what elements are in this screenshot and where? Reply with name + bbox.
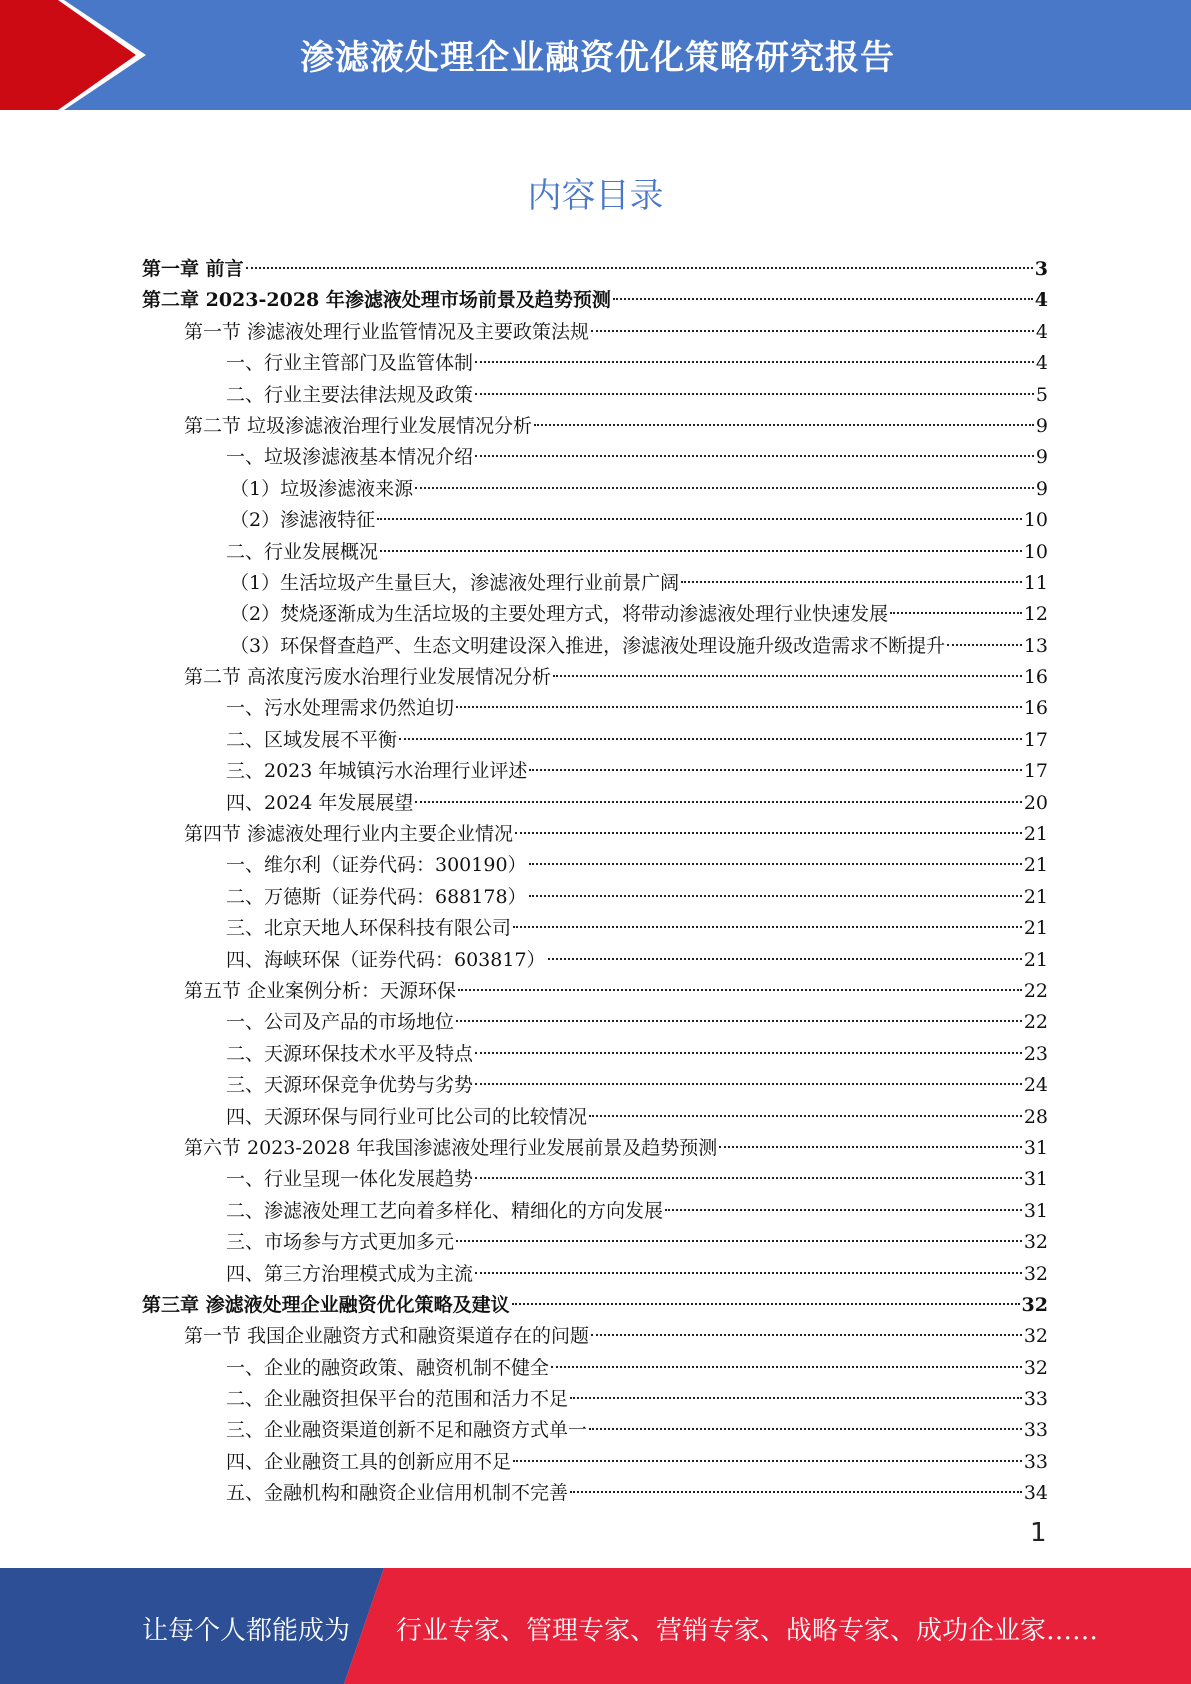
toc-dot-leader [512, 1303, 1020, 1305]
toc-entry[interactable] [142, 442, 1048, 473]
page-number: 1 [1030, 1518, 1047, 1548]
toc-entry-title: 一、公司及产品的市场地位 [226, 1011, 455, 1034]
toc-entry[interactable] [142, 505, 1048, 536]
toc-dot-leader [380, 550, 1022, 552]
toc-dot-leader [570, 1397, 1022, 1399]
toc-entry-page: 31 [1023, 1199, 1048, 1222]
toc-entry-title: 三、2023 年城镇污水治理行业评述 [226, 760, 528, 783]
toc-entry[interactable] [142, 1478, 1048, 1509]
toc-entry-title: （1）生活垃圾产生量巨大，渗滤液处理行业前景广阔 [230, 571, 680, 594]
toc-entry[interactable] [142, 1196, 1048, 1227]
toc-entry[interactable] [142, 537, 1048, 568]
toc-entry[interactable] [142, 1133, 1048, 1164]
toc-dot-leader [475, 455, 1034, 457]
toc-entry-page: 16 [1023, 697, 1048, 720]
toc-dot-leader [475, 1083, 1022, 1085]
toc-entry[interactable] [142, 317, 1048, 348]
toc-entry-page: 22 [1023, 1011, 1048, 1034]
toc-dot-leader [589, 1115, 1022, 1117]
toc-entry-page: 23 [1023, 1042, 1048, 1065]
toc-dot-leader [534, 424, 1034, 426]
toc-heading: 内容目录 [527, 176, 664, 216]
toc-entry-title: 第一节 渗滤液处理行业监管情况及主要政策法规 [184, 320, 590, 343]
toc-dot-leader [513, 1460, 1022, 1462]
toc-entry-title: （2）焚烧逐渐成为生活垃圾的主要处理方式，将带动渗滤液处理行业快速发展 [230, 603, 889, 626]
toc-entry[interactable] [142, 1384, 1048, 1415]
toc-dot-leader [551, 1366, 1022, 1368]
toc-dot-leader [399, 738, 1022, 740]
toc-entry-title: 二、行业主要法律法规及政策 [226, 383, 474, 406]
toc-entry-page: 21 [1023, 854, 1048, 877]
toc-entry[interactable] [142, 1164, 1048, 1195]
toc-entry-page: 10 [1023, 509, 1048, 532]
toc-entry-page: 32 [1021, 1293, 1048, 1316]
toc-entry-title: 第二章 2023-2028 年渗滤液处理市场前景及趋势预测 [142, 289, 611, 312]
toc-entry[interactable] [142, 1447, 1048, 1478]
toc-entry[interactable] [142, 474, 1048, 505]
toc-entry-title: 第二节 高浓度污废水治理行业发展情况分析 [184, 666, 552, 689]
toc-entry-title: 第二节 垃圾渗滤液治理行业发展情况分析 [184, 414, 533, 437]
toc-entry[interactable] [142, 254, 1048, 285]
toc-entry-title: 第五节 企业案例分析：天源环保 [184, 979, 457, 1002]
toc-entry[interactable] [142, 631, 1048, 662]
toc-entry[interactable] [142, 599, 1048, 630]
toc-entry-page: 9 [1035, 477, 1048, 500]
toc-dot-leader [475, 361, 1034, 363]
toc-entry-page: 20 [1023, 791, 1048, 814]
toc-dot-leader [591, 330, 1034, 332]
toc-dot-leader [415, 487, 1034, 489]
toc-dot-leader [246, 267, 1033, 269]
toc-dot-leader [456, 1020, 1022, 1022]
toc-entry-title: 二、渗滤液处理工艺向着多样化、精细化的方向发展 [226, 1199, 664, 1222]
toc-entry-page: 31 [1023, 1168, 1048, 1191]
toc-entry[interactable] [142, 913, 1048, 944]
toc-entry[interactable] [142, 945, 1048, 976]
arrow-icon [0, 0, 150, 110]
toc-entry[interactable] [142, 976, 1048, 1007]
toc-dot-leader [890, 612, 1022, 614]
toc-entry[interactable] [142, 662, 1048, 693]
toc-entry-page: 17 [1023, 760, 1048, 783]
toc-dot-leader [553, 675, 1022, 677]
toc-entry-page: 33 [1023, 1419, 1048, 1442]
toc-entry-page: 32 [1023, 1325, 1048, 1348]
toc-entry[interactable] [142, 1007, 1048, 1038]
toc-entry[interactable] [142, 1290, 1048, 1321]
toc-entry-title: 五、金融机构和融资企业信用机制不完善 [226, 1482, 569, 1505]
toc-entry[interactable] [142, 850, 1048, 881]
toc-dot-leader [458, 989, 1022, 991]
toc-entry[interactable] [142, 756, 1048, 787]
toc-dot-leader [377, 518, 1022, 520]
toc-entry-page: 4 [1035, 320, 1048, 343]
toc-entry-title: 四、2024 年发展展望 [226, 791, 414, 814]
toc-entry-title: （1）垃圾渗滤液来源 [230, 477, 414, 500]
toc-entry-page: 16 [1023, 666, 1048, 689]
toc-dot-leader [570, 1491, 1022, 1493]
toc-dot-leader [947, 644, 1022, 646]
toc-entry-page: 31 [1023, 1136, 1048, 1159]
footer-slogan-right: 行业专家、管理专家、营销专家、战略专家、成功企业家…… [396, 1616, 1099, 1646]
toc-entry[interactable] [142, 1259, 1048, 1290]
toc-entry-page: 4 [1034, 289, 1048, 312]
toc-entry-page: 32 [1023, 1231, 1048, 1254]
toc-dot-leader [665, 1209, 1022, 1211]
toc-entry[interactable] [142, 411, 1048, 442]
toc-entry-page: 3 [1034, 258, 1048, 280]
toc-entry-page: 10 [1023, 540, 1048, 563]
toc-entry[interactable] [142, 882, 1048, 913]
toc-entry-page: 32 [1023, 1356, 1048, 1379]
toc-entry-page: 28 [1023, 1105, 1048, 1128]
toc-dot-leader [475, 1272, 1022, 1274]
toc-entry-page: 5 [1035, 383, 1048, 406]
toc-entry[interactable] [142, 1102, 1048, 1133]
toc-entry-title: 四、海峡环保（证券代码：603817） [226, 948, 546, 971]
toc-entry-title: （2）渗滤液特征 [230, 509, 376, 532]
toc-dot-leader [719, 1146, 1022, 1148]
toc-entry-page: 21 [1023, 823, 1048, 846]
toc-dot-leader [515, 832, 1022, 834]
toc-entry[interactable] [142, 1353, 1048, 1384]
toc-entry-title: （3）环保督查趋严、生态文明建设深入推进，渗滤液处理设施升级改造需求不断提升 [230, 634, 946, 657]
toc-dot-leader [475, 1052, 1022, 1054]
toc-entry-page: 34 [1023, 1482, 1048, 1505]
toc-entry-title: 一、污水处理需求仍然迫切 [226, 697, 455, 720]
toc-entry[interactable] [142, 1321, 1048, 1352]
toc-entry-title: 三、北京天地人环保科技有限公司 [226, 917, 512, 940]
toc-entry[interactable] [142, 725, 1048, 756]
toc-dot-leader [529, 895, 1022, 897]
toc-entry[interactable] [142, 788, 1048, 819]
toc-dot-leader [529, 863, 1022, 865]
toc-entry[interactable] [142, 1039, 1048, 1070]
toc-dot-leader [475, 1177, 1022, 1179]
toc-entry-page: 17 [1023, 728, 1048, 751]
toc-entry-page: 9 [1035, 446, 1048, 469]
toc-entry-title: 三、天源环保竞争优势与劣势 [226, 1074, 474, 1097]
toc-entry-page: 33 [1023, 1450, 1048, 1473]
toc-entry-title: 第三章 渗滤液处理企业融资优化策略及建议 [142, 1293, 510, 1316]
toc-dot-leader [591, 1334, 1022, 1336]
toc-entry-title: 一、行业主管部门及监管体制 [226, 352, 474, 375]
toc-entry-title: 第一章 前言 [142, 258, 244, 280]
toc-entry-title: 一、企业的融资政策、融资机制不健全 [226, 1356, 550, 1379]
footer-banner [0, 1568, 1191, 1684]
toc-entry-title: 一、垃圾渗滤液基本情况介绍 [226, 446, 474, 469]
toc-dot-leader [513, 926, 1022, 928]
toc-entry[interactable] [142, 819, 1048, 850]
toc-dot-leader [613, 298, 1033, 300]
toc-entry-title: 一、行业呈现一体化发展趋势 [226, 1168, 474, 1191]
toc-entry-page: 22 [1023, 979, 1048, 1002]
toc-entry[interactable] [142, 693, 1048, 724]
toc-entry-page: 33 [1023, 1388, 1048, 1411]
toc-dot-leader [548, 958, 1022, 960]
toc-entry-title: 二、万德斯（证券代码：688178） [226, 885, 527, 908]
toc-entry-title: 二、行业发展概况 [226, 540, 379, 563]
toc-dot-leader [529, 769, 1021, 771]
toc-entry-page: 21 [1023, 948, 1048, 971]
toc-dot-leader [589, 1428, 1022, 1430]
header-banner [0, 0, 1191, 110]
toc-entry-page: 12 [1023, 603, 1048, 626]
toc-entry-page: 21 [1023, 917, 1048, 940]
toc-entry-title: 四、企业融资工具的创新应用不足 [226, 1450, 512, 1473]
toc-entry-page: 32 [1023, 1262, 1048, 1285]
toc-entry-title: 二、企业融资担保平台的范围和活力不足 [226, 1388, 569, 1411]
report-title: 渗滤液处理企业融资优化策略研究报告 [300, 38, 895, 78]
toc-entry-title: 三、市场参与方式更加多元 [226, 1231, 455, 1254]
toc-dot-leader [681, 581, 1022, 583]
toc-entry-page: 11 [1023, 571, 1048, 594]
toc-entry[interactable] [142, 1227, 1048, 1258]
toc-dot-leader [475, 393, 1034, 395]
toc-dot-leader [415, 801, 1021, 803]
toc-entry-title: 四、第三方治理模式成为主流 [226, 1262, 474, 1285]
toc-entry[interactable] [142, 1415, 1048, 1446]
toc-entry-page: 24 [1023, 1074, 1048, 1097]
toc-entry[interactable] [142, 568, 1048, 599]
toc-entry-page: 21 [1023, 885, 1048, 908]
toc-entry-title: 第一节 我国企业融资方式和融资渠道存在的问题 [184, 1325, 590, 1348]
toc-entry-page: 13 [1023, 634, 1048, 657]
toc-entry-page: 9 [1035, 414, 1048, 437]
toc-entry-page: 4 [1035, 352, 1048, 375]
toc-entry-title: 一、维尔利（证券代码：300190） [226, 854, 527, 877]
toc-entry-title: 第四节 渗滤液处理行业内主要企业情况 [184, 823, 514, 846]
toc-entry[interactable] [142, 348, 1048, 379]
toc-entry-title: 第六节 2023-2028 年我国渗滤液处理行业发展前景及趋势预测 [184, 1136, 718, 1159]
toc-entry-title: 四、天源环保与同行业可比公司的比较情况 [226, 1105, 588, 1128]
toc-entry[interactable] [142, 380, 1048, 411]
toc-dot-leader [456, 1240, 1022, 1242]
toc-dot-leader [456, 706, 1022, 708]
toc-entry[interactable] [142, 1070, 1048, 1101]
toc-entry-title: 三、企业融资渠道创新不足和融资方式单一 [226, 1419, 588, 1442]
toc-entry[interactable] [142, 285, 1048, 316]
toc-entry-title: 二、区域发展不平衡 [226, 728, 398, 751]
table-of-contents [142, 254, 1048, 1510]
footer-slogan-left: 让每个人都能成为 [142, 1616, 351, 1646]
toc-entry-title: 二、天源环保技术水平及特点 [226, 1042, 474, 1065]
